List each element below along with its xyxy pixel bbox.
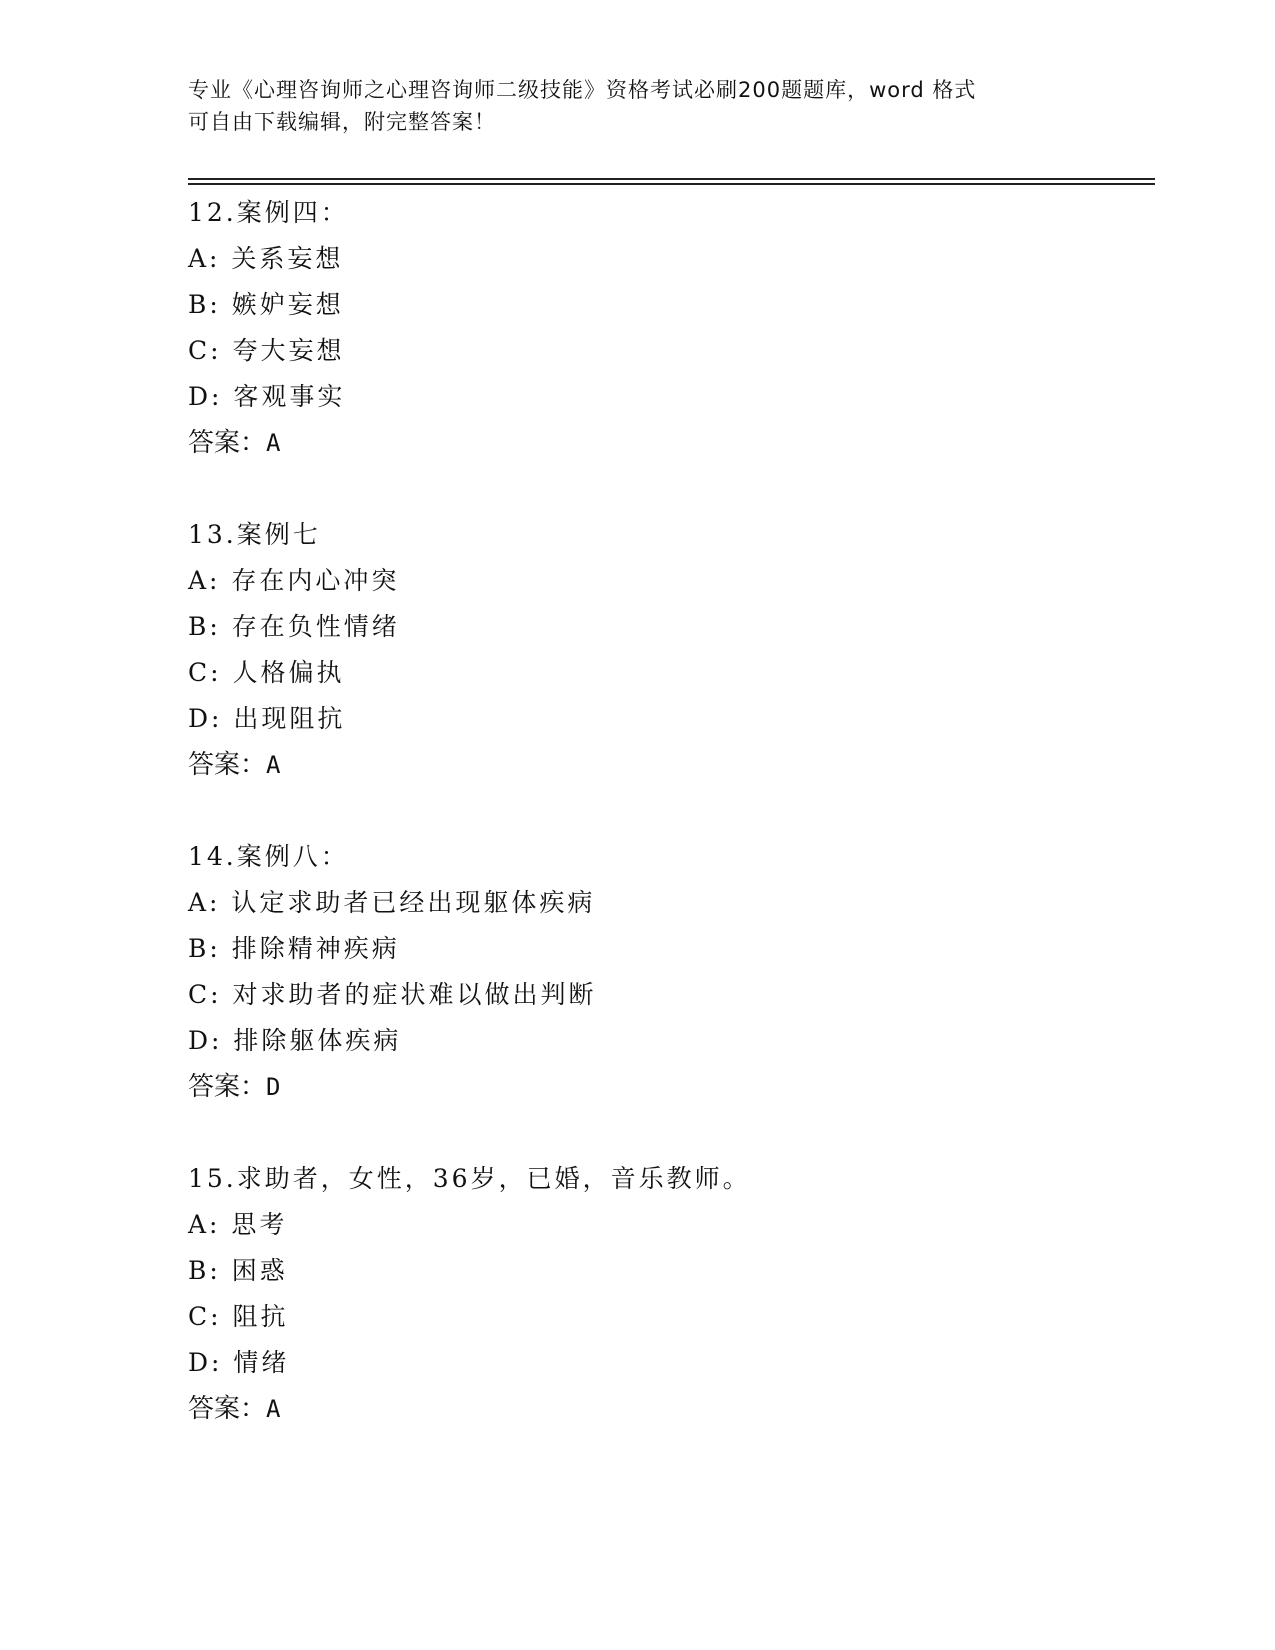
- option-a: A: 存在内心冲突: [188, 566, 400, 595]
- question-stem: 13.案例七: [188, 520, 321, 549]
- question-13: [188, 512, 1148, 788]
- option-d: D: 出现阻抗: [188, 704, 346, 733]
- option-c: C: 阻抗: [188, 1302, 289, 1331]
- question-14: [188, 834, 1148, 1110]
- question-list: [188, 190, 1148, 1478]
- answer-value: A: [266, 751, 281, 779]
- option-a: A: 认定求助者已经出现躯体疾病: [188, 888, 596, 917]
- header-line-1: 专业《心理咨询师之心理咨询师二级技能》资格考试必刷200题题库，word 格式: [188, 78, 977, 102]
- option-c: C: 对求助者的症状难以做出判断: [188, 980, 597, 1009]
- answer-label: 答案：: [188, 1072, 267, 1102]
- answer: [188, 1064, 1148, 1110]
- option-a: A: 思考: [188, 1210, 288, 1239]
- question-stem: 14.案例八：: [188, 842, 349, 871]
- answer: [188, 420, 1148, 466]
- option-b: B: 困惑: [188, 1256, 288, 1285]
- answer: [188, 742, 1148, 788]
- document-header: [188, 74, 1088, 138]
- question-stem: 12.案例四：: [188, 198, 349, 227]
- option-d: D: 排除躯体疾病: [188, 1026, 402, 1055]
- question-stem: 15.求助者，女性，36岁，已婚，音乐教师。: [188, 1164, 751, 1193]
- option-c: C: 人格偏执: [188, 658, 345, 687]
- option-b: B: 存在负性情绪: [188, 612, 400, 641]
- option-d: D: 情绪: [188, 1348, 290, 1377]
- option-d: D: 客观事实: [188, 382, 346, 411]
- answer: [188, 1386, 1148, 1432]
- option-b: B: 嫉妒妄想: [188, 290, 344, 319]
- option-c: C: 夸大妄想: [188, 336, 345, 365]
- question-12: [188, 190, 1148, 466]
- option-a: A: 关系妄想: [188, 244, 344, 273]
- answer-label: 答案：: [188, 750, 267, 780]
- header-line-2: 可自由下载编辑，附完整答案！: [188, 110, 496, 134]
- answer-label: 答案：: [188, 1394, 267, 1424]
- answer-label: 答案：: [188, 428, 267, 458]
- answer-value: A: [266, 429, 281, 457]
- header-divider-top: [188, 178, 1155, 180]
- option-b: B: 排除精神疾病: [188, 934, 400, 963]
- answer-value: D: [266, 1073, 281, 1101]
- question-15: [188, 1156, 1148, 1432]
- header-divider-bottom: [188, 183, 1155, 185]
- answer-value: A: [266, 1395, 281, 1423]
